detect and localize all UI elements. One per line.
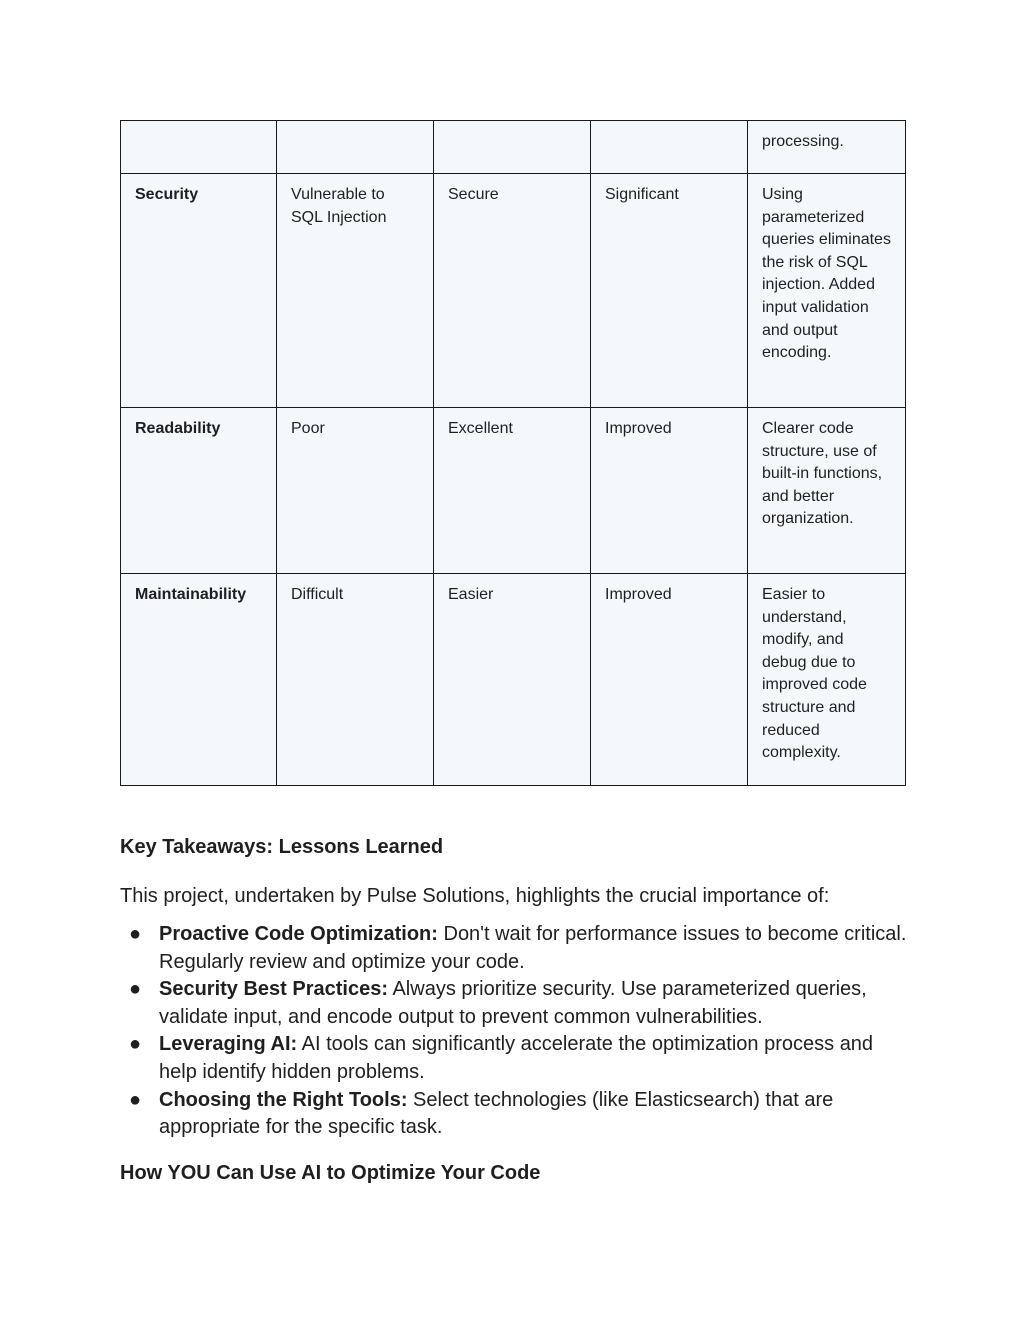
aspect-cell: Maintainability: [121, 574, 277, 786]
list-item-title: Security Best Practices:: [159, 978, 389, 1001]
ai-optimize-heading: How YOU Can Use AI to Optimize Your Code: [120, 1162, 541, 1184]
after-cell: Secure: [434, 174, 591, 408]
list-item-text: Select technologies (like Elasticsearch) that are appropriate for the specific task.: [159, 1088, 834, 1139]
bullet-icon: ●: [129, 923, 142, 945]
table-row: [121, 174, 906, 408]
notes-cell: processing.: [748, 121, 906, 174]
takeaways-list: [120, 921, 910, 1142]
table-row: [121, 121, 906, 174]
list-item: [120, 976, 910, 1031]
improvement-cell: [591, 121, 748, 174]
list-item: [120, 921, 910, 976]
list-item-text: AI tools can significantly accelerate the optimization process and help identify hidden problems.: [159, 1033, 874, 1083]
comparison-table-container: [120, 120, 905, 786]
improvement-cell: Improved: [591, 408, 748, 574]
list-item-title: Proactive Code Optimization:: [159, 923, 438, 945]
before-cell: [277, 121, 434, 174]
list-item-text: Always prioritize security. Use parameterized queries, validate input, and encode output to prevent common vulnerabilities.: [159, 978, 867, 1028]
before-cell: Poor: [277, 408, 434, 574]
list-item: [120, 1031, 910, 1086]
list-item: [120, 1087, 910, 1142]
takeaways-intro: This project, undertaken by Pulse Solutions, highlights the crucial importance of:: [120, 885, 830, 907]
improvement-cell: Significant: [591, 174, 748, 408]
bullet-icon: ●: [129, 1088, 142, 1111]
list-item-text: Don't wait for performance issues to become critical. Regularly review and optimize your code.: [159, 923, 907, 973]
list-item-title: Leveraging AI:: [159, 1033, 298, 1056]
notes-cell: Clearer code structure, use of built-in functions, and better organization.: [748, 408, 906, 574]
list-item-title: Choosing the Right Tools:: [159, 1088, 408, 1111]
improvement-cell: Improved: [591, 574, 748, 786]
key-takeaways-heading: Key Takeaways: Lessons Learned: [120, 836, 444, 858]
after-cell: [434, 121, 591, 174]
before-cell: Vulnerable to SQL Injection: [277, 174, 434, 408]
comparison-table: [120, 120, 906, 786]
aspect-cell: Security: [121, 174, 277, 408]
after-cell: Easier: [434, 574, 591, 786]
bullet-icon: ●: [129, 1033, 142, 1056]
notes-cell: Using parameterized queries eliminates the risk of SQL injection. Added input validation and output encoding.: [748, 174, 906, 408]
before-cell: Difficult: [277, 574, 434, 786]
aspect-cell: Readability: [121, 408, 277, 574]
table-row: [121, 574, 906, 786]
after-cell: Excellent: [434, 408, 591, 574]
notes-cell: Easier to understand, modify, and debug due to improved code structure and reduced complexity.: [748, 574, 906, 786]
table-row: [121, 408, 906, 574]
bullet-icon: ●: [129, 978, 142, 1001]
aspect-cell: [121, 121, 277, 174]
